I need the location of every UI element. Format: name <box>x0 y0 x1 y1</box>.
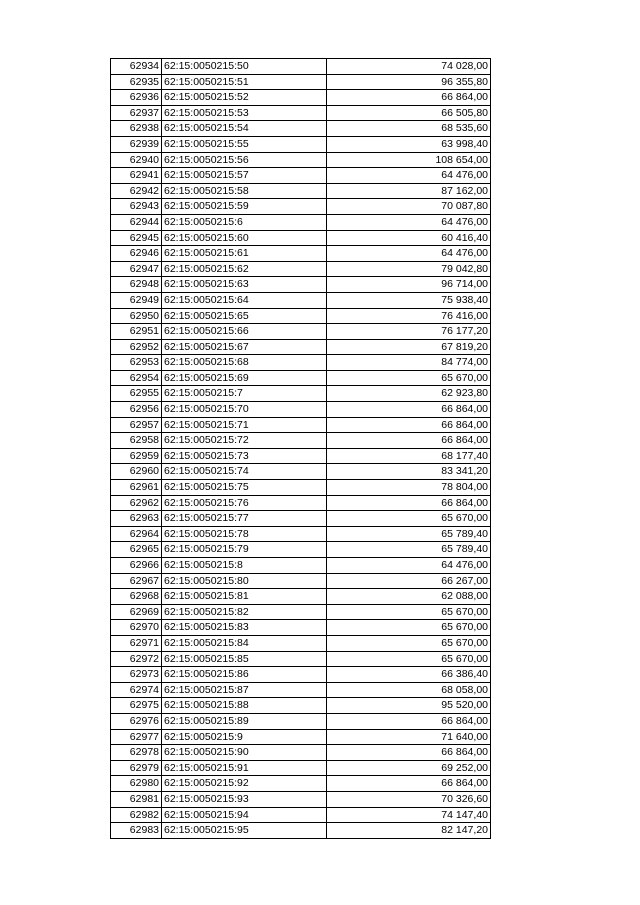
row-number-cell: 62965 <box>111 542 162 558</box>
cadastral-number-cell: 62:15:0050215:58 <box>162 183 327 199</box>
value-cell: 66 864,00 <box>327 713 491 729</box>
cadastral-number-cell: 62:15:0050215:65 <box>162 308 327 324</box>
value-cell: 69 252,00 <box>327 760 491 776</box>
cadastral-number-cell: 62:15:0050215:63 <box>162 277 327 293</box>
value-cell: 65 670,00 <box>327 620 491 636</box>
value-cell: 75 938,40 <box>327 292 491 308</box>
value-cell: 66 386,40 <box>327 667 491 683</box>
row-number-cell: 62938 <box>111 121 162 137</box>
cadastral-number-cell: 62:15:0050215:74 <box>162 464 327 480</box>
value-cell: 65 670,00 <box>327 370 491 386</box>
value-cell: 65 670,00 <box>327 604 491 620</box>
cadastral-number-cell: 62:15:0050215:6 <box>162 214 327 230</box>
cadastral-number-cell: 62:15:0050215:82 <box>162 604 327 620</box>
row-number-cell: 62982 <box>111 807 162 823</box>
table-row <box>111 682 491 698</box>
row-number-cell: 62979 <box>111 760 162 776</box>
value-cell: 62 923,80 <box>327 386 491 402</box>
row-number-cell: 62959 <box>111 448 162 464</box>
row-number-cell: 62943 <box>111 199 162 215</box>
row-number-cell: 62960 <box>111 464 162 480</box>
cadastral-number-cell: 62:15:0050215:51 <box>162 74 327 90</box>
value-cell: 96 714,00 <box>327 277 491 293</box>
table-row <box>111 526 491 542</box>
row-number-cell: 62950 <box>111 308 162 324</box>
row-number-cell: 62967 <box>111 573 162 589</box>
cadastral-number-cell: 62:15:0050215:85 <box>162 651 327 667</box>
row-number-cell: 62978 <box>111 745 162 761</box>
table-row <box>111 573 491 589</box>
table-row <box>111 651 491 667</box>
cadastral-number-cell: 62:15:0050215:8 <box>162 558 327 574</box>
table-row <box>111 604 491 620</box>
table-row <box>111 199 491 215</box>
value-cell: 65 789,40 <box>327 526 491 542</box>
cadastral-number-cell: 62:15:0050215:73 <box>162 448 327 464</box>
row-number-cell: 62968 <box>111 589 162 605</box>
value-cell: 74 028,00 <box>327 59 491 75</box>
value-cell: 76 177,20 <box>327 324 491 340</box>
table-row <box>111 464 491 480</box>
table-row <box>111 807 491 823</box>
value-cell: 66 864,00 <box>327 776 491 792</box>
cadastral-number-cell: 62:15:0050215:7 <box>162 386 327 402</box>
row-number-cell: 62937 <box>111 105 162 121</box>
value-cell: 95 520,00 <box>327 698 491 714</box>
value-cell: 66 864,00 <box>327 745 491 761</box>
table-row <box>111 90 491 106</box>
value-cell: 64 476,00 <box>327 214 491 230</box>
row-number-cell: 62949 <box>111 292 162 308</box>
value-cell: 66 864,00 <box>327 417 491 433</box>
table-row <box>111 105 491 121</box>
cadastral-number-cell: 62:15:0050215:56 <box>162 152 327 168</box>
table-row <box>111 589 491 605</box>
table-row <box>111 402 491 418</box>
cadastral-number-cell: 62:15:0050215:72 <box>162 433 327 449</box>
row-number-cell: 62935 <box>111 74 162 90</box>
table-row <box>111 667 491 683</box>
table-body <box>111 59 491 839</box>
row-number-cell: 62963 <box>111 511 162 527</box>
cadastral-number-cell: 62:15:0050215:67 <box>162 339 327 355</box>
table-row <box>111 698 491 714</box>
row-number-cell: 62944 <box>111 214 162 230</box>
row-number-cell: 62969 <box>111 604 162 620</box>
value-cell: 66 505,80 <box>327 105 491 121</box>
value-cell: 67 819,20 <box>327 339 491 355</box>
cadastral-number-cell: 62:15:0050215:50 <box>162 59 327 75</box>
table-row <box>111 386 491 402</box>
row-number-cell: 62964 <box>111 526 162 542</box>
cadastral-number-cell: 62:15:0050215:69 <box>162 370 327 386</box>
value-cell: 60 416,40 <box>327 230 491 246</box>
cadastral-number-cell: 62:15:0050215:93 <box>162 791 327 807</box>
row-number-cell: 62975 <box>111 698 162 714</box>
table-row <box>111 635 491 651</box>
row-number-cell: 62948 <box>111 277 162 293</box>
table-row <box>111 823 491 839</box>
cadastral-number-cell: 62:15:0050215:54 <box>162 121 327 137</box>
table-row <box>111 292 491 308</box>
table-row <box>111 152 491 168</box>
cadastral-number-cell: 62:15:0050215:77 <box>162 511 327 527</box>
table-row <box>111 355 491 371</box>
table-row <box>111 791 491 807</box>
value-cell: 62 088,00 <box>327 589 491 605</box>
table-row <box>111 480 491 496</box>
cadastral-number-cell: 62:15:0050215:81 <box>162 589 327 605</box>
table-row <box>111 121 491 137</box>
cadastral-value-table <box>110 58 491 839</box>
table-row <box>111 277 491 293</box>
cadastral-number-cell: 62:15:0050215:66 <box>162 324 327 340</box>
row-number-cell: 62981 <box>111 791 162 807</box>
table-row <box>111 74 491 90</box>
value-cell: 66 864,00 <box>327 433 491 449</box>
value-cell: 78 804,00 <box>327 480 491 496</box>
row-number-cell: 62951 <box>111 324 162 340</box>
value-cell: 64 476,00 <box>327 558 491 574</box>
row-number-cell: 62966 <box>111 558 162 574</box>
cadastral-number-cell: 62:15:0050215:87 <box>162 682 327 698</box>
row-number-cell: 62983 <box>111 823 162 839</box>
value-cell: 68 177,40 <box>327 448 491 464</box>
value-cell: 70 087,80 <box>327 199 491 215</box>
table-row <box>111 308 491 324</box>
table-row <box>111 713 491 729</box>
row-number-cell: 62971 <box>111 635 162 651</box>
value-cell: 70 326,60 <box>327 791 491 807</box>
table-row <box>111 59 491 75</box>
value-cell: 66 864,00 <box>327 402 491 418</box>
table-row <box>111 417 491 433</box>
row-number-cell: 62939 <box>111 136 162 152</box>
value-cell: 79 042,80 <box>327 261 491 277</box>
row-number-cell: 62940 <box>111 152 162 168</box>
cadastral-number-cell: 62:15:0050215:61 <box>162 246 327 262</box>
cadastral-number-cell: 62:15:0050215:89 <box>162 713 327 729</box>
row-number-cell: 62957 <box>111 417 162 433</box>
row-number-cell: 62962 <box>111 495 162 511</box>
cadastral-number-cell: 62:15:0050215:55 <box>162 136 327 152</box>
table-row <box>111 261 491 277</box>
row-number-cell: 62954 <box>111 370 162 386</box>
row-number-cell: 62941 <box>111 168 162 184</box>
row-number-cell: 62956 <box>111 402 162 418</box>
value-cell: 66 267,00 <box>327 573 491 589</box>
row-number-cell: 62973 <box>111 667 162 683</box>
table-row <box>111 448 491 464</box>
row-number-cell: 62952 <box>111 339 162 355</box>
table-row <box>111 620 491 636</box>
row-number-cell: 62974 <box>111 682 162 698</box>
cadastral-number-cell: 62:15:0050215:62 <box>162 261 327 277</box>
table-row <box>111 246 491 262</box>
value-cell: 66 864,00 <box>327 90 491 106</box>
table-row <box>111 136 491 152</box>
value-cell: 74 147,40 <box>327 807 491 823</box>
cadastral-number-cell: 62:15:0050215:53 <box>162 105 327 121</box>
cadastral-number-cell: 62:15:0050215:64 <box>162 292 327 308</box>
value-cell: 66 864,00 <box>327 495 491 511</box>
value-cell: 64 476,00 <box>327 246 491 262</box>
cadastral-number-cell: 62:15:0050215:88 <box>162 698 327 714</box>
row-number-cell: 62934 <box>111 59 162 75</box>
value-cell: 64 476,00 <box>327 168 491 184</box>
table-row <box>111 776 491 792</box>
table-row <box>111 495 491 511</box>
table-row <box>111 760 491 776</box>
value-cell: 83 341,20 <box>327 464 491 480</box>
value-cell: 68 058,00 <box>327 682 491 698</box>
row-number-cell: 62942 <box>111 183 162 199</box>
value-cell: 65 670,00 <box>327 651 491 667</box>
value-cell: 87 162,00 <box>327 183 491 199</box>
row-number-cell: 62945 <box>111 230 162 246</box>
cadastral-number-cell: 62:15:0050215:59 <box>162 199 327 215</box>
table-row <box>111 511 491 527</box>
cadastral-number-cell: 62:15:0050215:80 <box>162 573 327 589</box>
value-cell: 65 670,00 <box>327 635 491 651</box>
cadastral-number-cell: 62:15:0050215:83 <box>162 620 327 636</box>
value-cell: 96 355,80 <box>327 74 491 90</box>
table-row <box>111 324 491 340</box>
table-row <box>111 214 491 230</box>
row-number-cell: 62947 <box>111 261 162 277</box>
value-cell: 84 774,00 <box>327 355 491 371</box>
row-number-cell: 62980 <box>111 776 162 792</box>
row-number-cell: 62976 <box>111 713 162 729</box>
cadastral-number-cell: 62:15:0050215:9 <box>162 729 327 745</box>
row-number-cell: 62970 <box>111 620 162 636</box>
value-cell: 63 998,40 <box>327 136 491 152</box>
cadastral-number-cell: 62:15:0050215:94 <box>162 807 327 823</box>
cadastral-number-cell: 62:15:0050215:79 <box>162 542 327 558</box>
table-row <box>111 729 491 745</box>
cadastral-number-cell: 62:15:0050215:60 <box>162 230 327 246</box>
table-row <box>111 339 491 355</box>
cadastral-number-cell: 62:15:0050215:75 <box>162 480 327 496</box>
cadastral-number-cell: 62:15:0050215:76 <box>162 495 327 511</box>
cadastral-number-cell: 62:15:0050215:95 <box>162 823 327 839</box>
cadastral-number-cell: 62:15:0050215:68 <box>162 355 327 371</box>
value-cell: 108 654,00 <box>327 152 491 168</box>
row-number-cell: 62972 <box>111 651 162 667</box>
table-row <box>111 542 491 558</box>
value-cell: 76 416,00 <box>327 308 491 324</box>
cadastral-number-cell: 62:15:0050215:57 <box>162 168 327 184</box>
value-cell: 82 147,20 <box>327 823 491 839</box>
table-row <box>111 168 491 184</box>
table-row <box>111 433 491 449</box>
cadastral-number-cell: 62:15:0050215:92 <box>162 776 327 792</box>
value-cell: 68 535,60 <box>327 121 491 137</box>
row-number-cell: 62946 <box>111 246 162 262</box>
value-cell: 71 640,00 <box>327 729 491 745</box>
cadastral-number-cell: 62:15:0050215:84 <box>162 635 327 651</box>
table-row <box>111 370 491 386</box>
value-cell: 65 670,00 <box>327 511 491 527</box>
row-number-cell: 62953 <box>111 355 162 371</box>
table-row <box>111 745 491 761</box>
row-number-cell: 62961 <box>111 480 162 496</box>
row-number-cell: 62955 <box>111 386 162 402</box>
table-row <box>111 558 491 574</box>
cadastral-number-cell: 62:15:0050215:90 <box>162 745 327 761</box>
cadastral-number-cell: 62:15:0050215:52 <box>162 90 327 106</box>
cadastral-number-cell: 62:15:0050215:86 <box>162 667 327 683</box>
row-number-cell: 62936 <box>111 90 162 106</box>
cadastral-number-cell: 62:15:0050215:78 <box>162 526 327 542</box>
row-number-cell: 62958 <box>111 433 162 449</box>
table-row <box>111 230 491 246</box>
table-row <box>111 183 491 199</box>
cadastral-number-cell: 62:15:0050215:70 <box>162 402 327 418</box>
cadastral-number-cell: 62:15:0050215:71 <box>162 417 327 433</box>
cadastral-number-cell: 62:15:0050215:91 <box>162 760 327 776</box>
value-cell: 65 789,40 <box>327 542 491 558</box>
row-number-cell: 62977 <box>111 729 162 745</box>
